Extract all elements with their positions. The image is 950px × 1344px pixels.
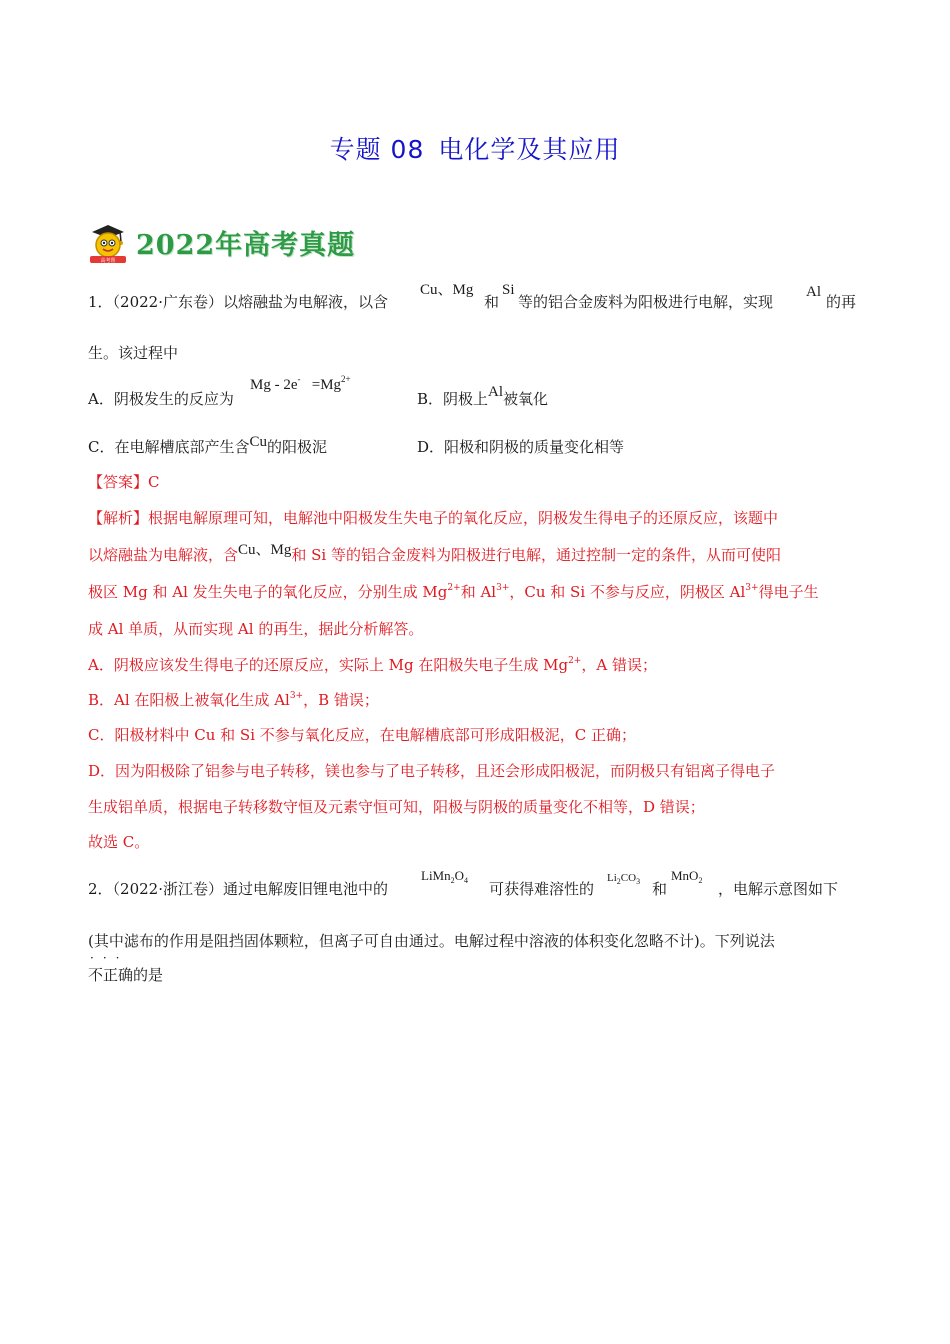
formula-mno2: MnO$_2$ (671, 868, 703, 885)
graduate-mascot-icon (86, 218, 134, 266)
q1-line1 (88, 292, 388, 312)
q1-option-a: A．阴极发生的反应为 (88, 390, 234, 408)
analysis-line1: 【解析】根据电解原理可知，电解池中阳极发生失电子的氧化反应，阴极发生得电子的还原反应，该题中 (88, 509, 779, 527)
formula-option-a: Mg - 2e- $=Mg^{2+}$ (250, 374, 351, 393)
q2-line1: 2．（2022·浙江卷）通过电解废旧锂电池中的 (88, 880, 388, 898)
q1-stem-b: 等的铝合金废料为阳极进行电解，实现 (518, 293, 774, 311)
q2-line3: 不正确的是 (88, 966, 164, 984)
analysis-conclusion: 故选 C。 (88, 833, 150, 851)
q1-option-b: B．阴极上Al被氧化 (417, 384, 549, 408)
emphasis-dots: ··· (90, 951, 129, 965)
q2-and: 和 (652, 880, 668, 898)
title-text: 电化学及其应用 (438, 135, 621, 164)
analysis-line2: 以熔融盐为电解液，含Cu、Mg和 Si 等的铝合金废料为阳极进行电解，通过控制一定的条件，从而可使阳 (88, 542, 781, 564)
analysis-option-a: A．阴极应该发生得电子的还原反应，实际上 Mg 在阳极失电子生成 $Mg^{2+}$，A 错误； (88, 656, 657, 674)
formula-li2co3: $Li_2CO_3$ (607, 872, 641, 886)
q1-and: 和 (484, 293, 500, 311)
title-number: 专题 08 (329, 135, 425, 164)
q2-stem-b: ，电解示意图如下 (718, 880, 839, 898)
formula-al: Al (806, 284, 821, 300)
analysis-option-d-line2: 生成铝单质，根据电子转移数守恒及元素守恒可知，阳极与阴极的质量变化不相等，D 错误； (88, 798, 705, 816)
q2-line2: (其中滤布的作用是阻挡固体颗粒，但离子可自由通过。电解过程中溶液的体积变化忽略不计)。下列说法 (88, 932, 775, 950)
analysis-line4: 成 Al 单质，从而实现 Al 的再生，据此分析解答。 (88, 620, 424, 638)
formula-cu-mg: Cu、Mg (420, 282, 474, 298)
analysis-option-d-line1: D．因为阳极除了铝参与电子转移，镁也参与了电子转移，且还会形成阳极泥，而阴极只有铝离子得电子 (88, 762, 776, 780)
q1-option-d: D．阳极和阴极的质量变化相等 (417, 438, 625, 456)
banner-title: 2022年高考真题 (136, 229, 356, 261)
page-title (0, 130, 950, 166)
analysis-line3: 极区 Mg 和 Al 发生失电子的氧化反应，分别生成 $Mg^{2+}$和 $Al^{3+}$，Cu 和 Si 不参与反应，阴极区 $Al^{3+}$得电子生 (88, 583, 819, 601)
analysis-option-c: C．阳极材料中 Cu 和 Si 不参与氧化反应，在电解槽底部可形成阳极泥，C 正确； (88, 726, 637, 744)
analysis-option-b: B．Al 在阳极上被氧化生成 $Al^{3+}$，B 错误； (88, 691, 379, 709)
q1-stem-c: 的再 (826, 293, 857, 311)
answer-label: 【答案】C (88, 473, 160, 491)
q1-stem-a: 1．（2022·广东卷）以熔融盐为电解液，以含 (88, 293, 388, 311)
q2-mid: 可获得难溶性的 (489, 880, 595, 898)
q1-option-c: C．在电解槽底部产生含Cu的阳极泥 (88, 434, 328, 456)
q1-line2: 生。该过程中 (88, 344, 179, 362)
formula-limn2o4: $LiMn_2O_4$ (421, 868, 469, 885)
svg-text:高考帮: 高考帮 (100, 258, 116, 264)
section-banner (86, 218, 355, 266)
formula-si: Si (502, 282, 515, 298)
